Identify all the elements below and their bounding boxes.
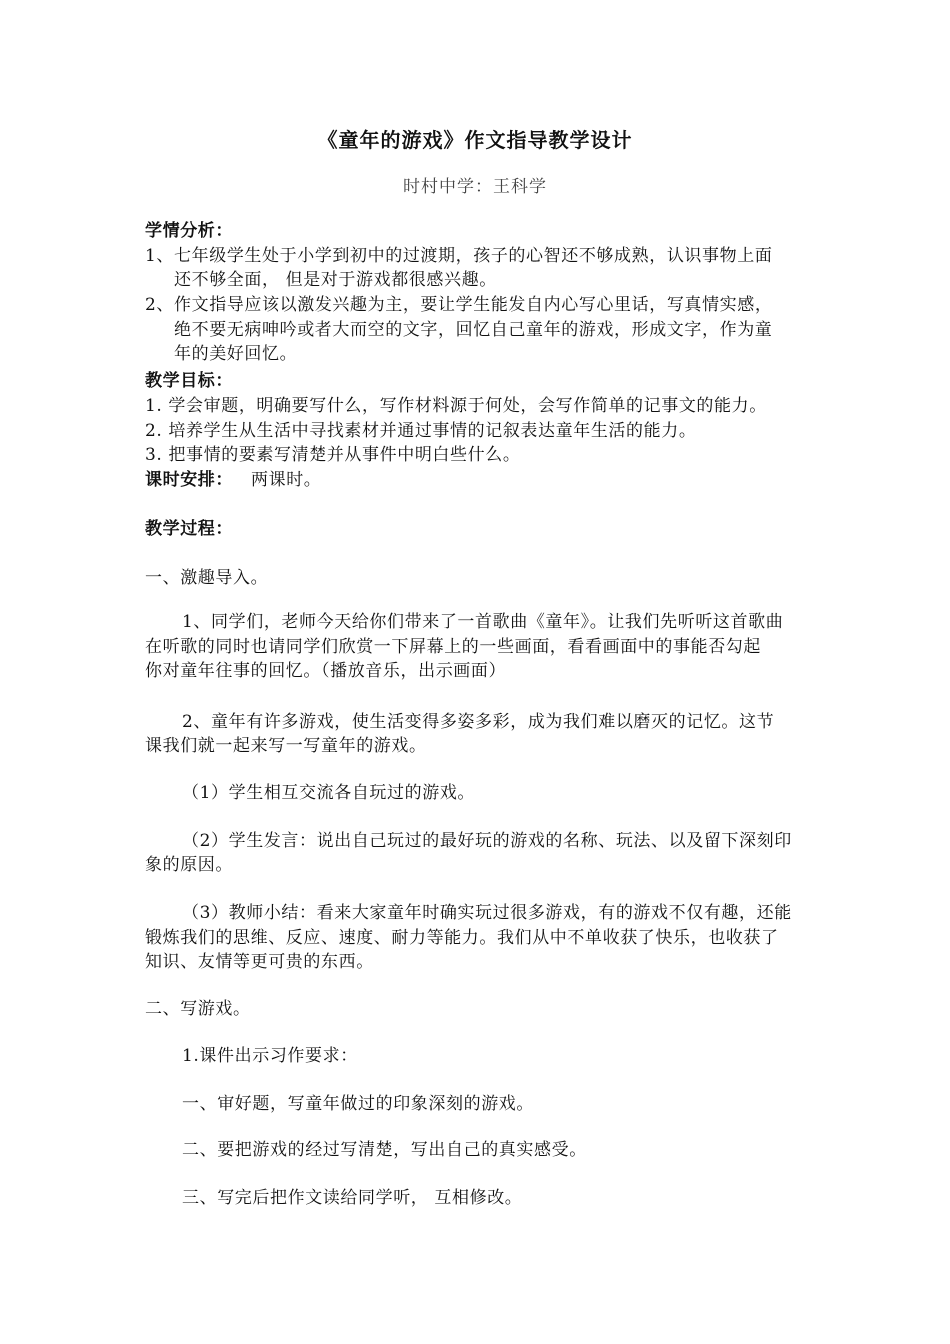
section-2-heading: 二、写游戏。 (145, 999, 251, 1019)
analysis-item-2-cont-2: 年的美好回忆。 (174, 344, 298, 364)
requirement-3: 三、写完后把作文读给同学听， 互相修改。 (182, 1188, 523, 1208)
requirement-2: 二、要把游戏的经过写清楚，写出自己的真实感受。 (182, 1140, 587, 1160)
requirements-intro: 1.课件出示习作要求： (182, 1046, 358, 1066)
analysis-item-2-cont-1: 绝不要无病呻吟或者大而空的文字，回忆自己童年的游戏，形成文字，作为童 (174, 320, 773, 340)
paragraph-5-line-2: 锻炼我们的思维、反应、速度、耐力等能力。我们从中不单收获了快乐，也收获了 (145, 928, 779, 948)
section-1-heading: 一、激趣导入。 (145, 568, 269, 588)
requirement-1: 一、审好题，写童年做过的印象深刻的游戏。 (182, 1094, 534, 1114)
goal-item-1: 1. 学会审题，明确要写什么，写作材料源于何处，会写作简单的记事文的能力。 (145, 396, 767, 416)
paragraph-2-line-1: 2、童年有许多游戏，使生活变得多姿多彩，成为我们难以磨灭的记忆。这节 (182, 712, 775, 732)
schedule-label: 课时安排： (145, 470, 233, 490)
paragraph-5-line-1: （3）教师小结：看来大家童年时确实玩过很多游戏，有的游戏不仅有趣，还能 (182, 903, 792, 923)
author-line: 时村中学：王科学 (403, 177, 547, 197)
analysis-item-1-cont: 还不够全面， 但是对于游戏都很感兴趣。 (174, 270, 497, 290)
goal-item-2: 2. 培养学生从生活中寻找素材并通过事情的记叙表达童年生活的能力。 (145, 421, 697, 441)
schedule-value: 两课时。 (251, 470, 322, 490)
paragraph-5-line-3: 知识、友情等更可贵的东西。 (145, 952, 374, 972)
analysis-heading: 学情分析： (145, 221, 233, 241)
paragraph-2-line-2: 课我们就一起来写一写童年的游戏。 (145, 736, 427, 756)
goals-heading: 教学目标： (145, 371, 233, 391)
paragraph-3: （1）学生相互交流各自玩过的游戏。 (182, 783, 476, 803)
paragraph-1-line-1: 1、同学们，老师今天给你们带来了一首歌曲《童年》。让我们先听听这首歌曲 (182, 612, 784, 632)
analysis-item-1: 1、七年级学生处于小学到初中的过渡期，孩子的心智还不够成熟，认识事物上面 (145, 246, 773, 266)
analysis-item-2: 2、作文指导应该以激发兴趣为主，要让学生能发自内心写心里话，写真情实感， (145, 295, 773, 315)
goal-item-3: 3. 把事情的要素写清楚并从事件中明白些什么。 (145, 445, 521, 465)
paragraph-1-line-3: 你对童年往事的回忆。（播放音乐，出示画面） (145, 661, 507, 681)
process-heading: 教学过程： (145, 519, 233, 539)
document-title: 《童年的游戏》作文指导教学设计 (317, 128, 633, 152)
paragraph-4-line-2: 象的原因。 (145, 855, 233, 875)
paragraph-1-line-2: 在听歌的同时也请同学们欣赏一下屏幕上的一些画面，看看画面中的事能否勾起 (145, 637, 761, 657)
schedule-line (145, 468, 809, 492)
paragraph-4-line-1: （2）学生发言：说出自己玩过的最好玩的游戏的名称、玩法、以及留下深刻印 (182, 831, 792, 851)
